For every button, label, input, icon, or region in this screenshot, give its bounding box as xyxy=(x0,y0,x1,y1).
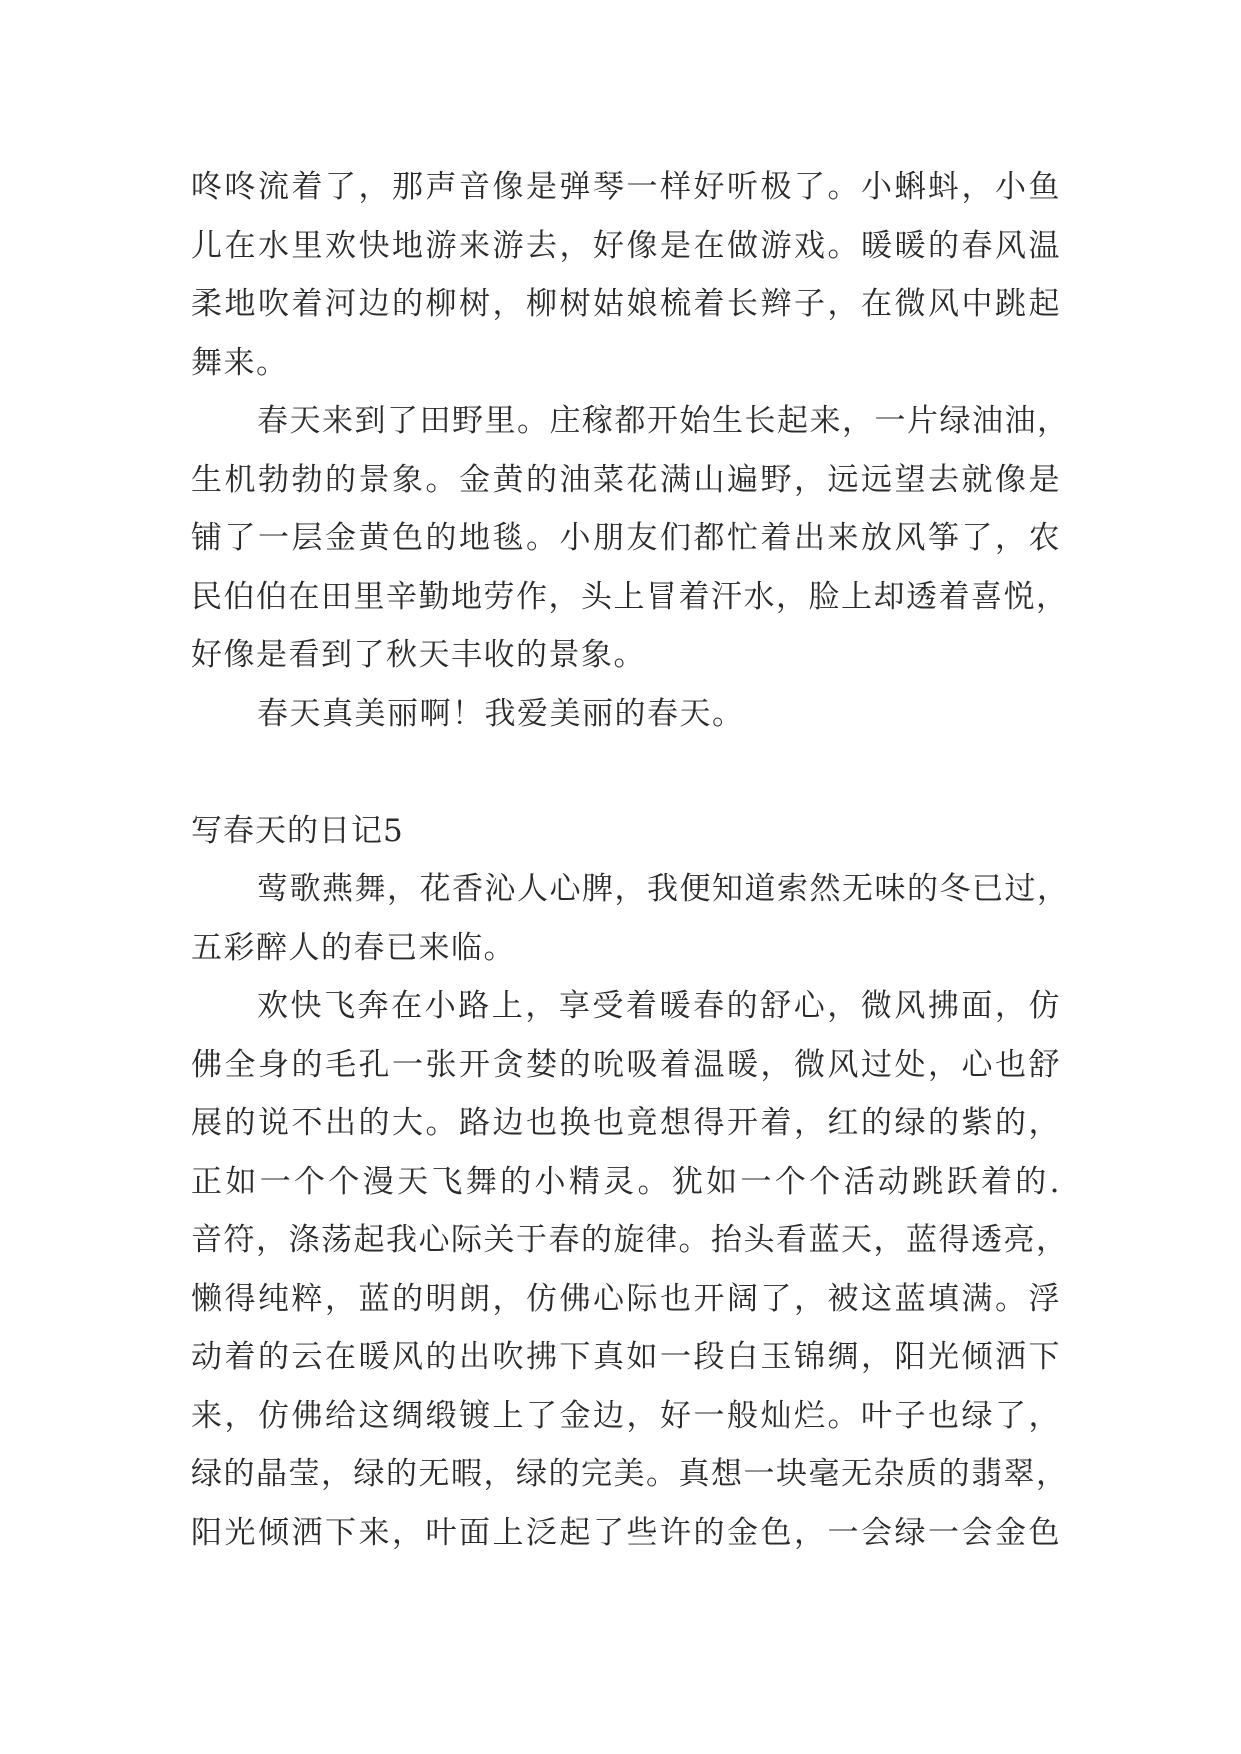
text-line: 莺歌燕舞，花香沁人心脾，我便知道索然无味的冬已过， xyxy=(257,871,1070,907)
text-line: 民伯伯在田里辛勤地劳作，头上冒着汗水，脸上却透着喜悦， xyxy=(191,578,1069,615)
text-line: 展的说不出的大。路边也换也竟想得开着，红的绿的紫的， xyxy=(191,1105,1061,1141)
section-heading: 写春天的日记5 xyxy=(191,812,404,849)
text-line: 阳光倾洒下来，叶面上泛起了些许的金色，一会绿一会金色 xyxy=(191,1514,1061,1551)
text-line: 铺了一层金黄色的地毯。小朋友们都忙着出来放风筝了，农 xyxy=(191,520,1061,556)
text-line: 儿在水里欢快地游来游去，好像是在做游戏。暖暖的春风温 xyxy=(191,227,1061,264)
document-body xyxy=(191,158,1070,1562)
text-line: 五彩醉人的春已来临。 xyxy=(191,929,516,966)
text-line: 生机勃勃的景象。金黄的油菜花满山遍野，远远望去就像是 xyxy=(191,461,1061,498)
text-line: 舞来。 xyxy=(191,344,289,381)
text-line: 绿的晶莹，绿的无暇，绿的完美。真想一块毫无杂质的翡翠， xyxy=(191,1456,1069,1492)
text-line: 春天真美丽啊！我爱美丽的春天。 xyxy=(257,695,745,732)
text-line: 春天来到了田野里。庄稼都开始生长起来，一片绿油油， xyxy=(257,403,1070,439)
text-line: 欢快飞奔在小路上，享受着暖春的舒心，微风拂面，仿 xyxy=(257,988,1061,1024)
text-line: 好像是看到了秋天丰收的景象。 xyxy=(191,637,646,673)
text-line: 动着的云在暖风的出吹拂下真如一段白玉锦绸，阳光倾洒下 xyxy=(191,1339,1061,1375)
text-line: 佛全身的毛孔一张开贪婪的吮吸着温暖，微风过处，心也舒 xyxy=(191,1046,1061,1083)
paragraph-gap xyxy=(191,743,1061,802)
text-line: 正如一个个漫天飞舞的小精灵。犹如一个个活动跳跃着的. xyxy=(191,1163,1061,1200)
text-line: 音符，涤荡起我心际关于春的旋律。抬头看蓝天，蓝得透亮， xyxy=(191,1222,1069,1258)
text-line: 来，仿佛给这绸缎镀上了金边，好一般灿烂。叶子也绿了， xyxy=(191,1397,1061,1434)
text-line: 柔地吹着河边的柳树，柳树姑娘梳着长辫子，在微风中跳起 xyxy=(191,286,1061,322)
text-line: 懒得纯粹，蓝的明朗，仿佛心际也开阔了，被这蓝填满。浮 xyxy=(191,1280,1061,1317)
text-line: 咚咚流着了，那声音像是弹琴一样好听极了。小蝌蚪，小鱼 xyxy=(191,169,1061,205)
